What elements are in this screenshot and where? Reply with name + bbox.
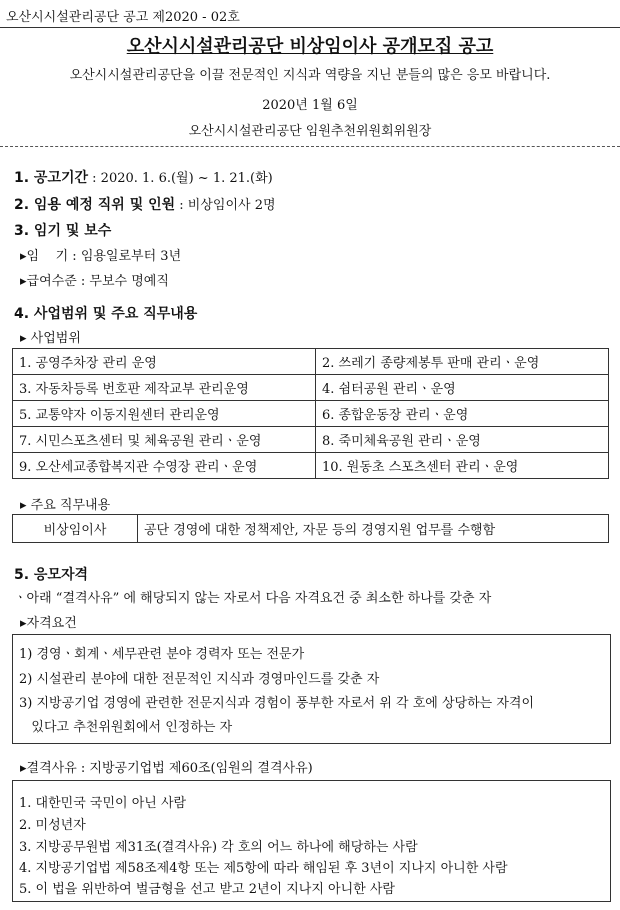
disqualification-item: 4. 지방공기업법 제58조제4항 또는 제5항에 따라 해임된 후 3년이 지나지 아니한 사람 xyxy=(19,861,508,876)
disqualification-box xyxy=(12,780,611,902)
notice-date: 2020년 1월 6일 xyxy=(262,98,358,113)
scope-row xyxy=(13,401,609,427)
scope-row xyxy=(13,453,609,479)
requirements-box xyxy=(12,634,611,744)
disqualification-item: 1. 대한민국 국민이 아닌 사람 xyxy=(19,796,187,811)
duty-role: 비상임이사 xyxy=(13,515,138,543)
requirement-item: 1) 경영ㆍ회계ㆍ세무관련 분야 경력자 또는 전문가 xyxy=(19,647,305,662)
section-4-label: 4. 사업범위 및 주요 직무내용 xyxy=(14,306,198,322)
section-2 xyxy=(14,194,276,214)
section-2-label: 2. 임용 예정 직위 및 인원 xyxy=(14,197,176,213)
eligibility-intro: ㆍ아래 “결격사유” 에 해당되지 않는 자로서 다음 자격요건 중 최소한 하나를 갖춘 자 xyxy=(14,591,492,606)
scope-cell: 6. 종합운동장 관리ㆍ운영 xyxy=(316,401,609,427)
section-1-value: : 2020. 1. 6.(월) ~ 1. 21.(화) xyxy=(92,171,273,186)
section-2-value: : 비상임이사 2명 xyxy=(179,198,276,213)
issuer: 오산시시설관리공단 임원추천위원회위원장 xyxy=(188,124,432,139)
scope-row xyxy=(13,427,609,453)
scope-cell: 2. 쓰레기 종량제봉투 판매 관리ㆍ운영 xyxy=(316,349,609,375)
section-5-label: 5. 응모자격 xyxy=(14,567,89,583)
scope-row xyxy=(13,349,609,375)
scope-cell: 7. 시민스포츠센터 및 체육공원 관리ㆍ운영 xyxy=(13,427,316,453)
disqualification-subheading: ▸결격사유 : 지방공기업법 제60조(임원의 결격사유) xyxy=(20,761,313,776)
term-line: ▸임 기 : 임용일로부터 3년 xyxy=(20,249,182,264)
intro-text: 오산시시설관리공단을 이끌 전문적인 지식과 역량을 지닌 분들의 많은 응모 바랍니다. xyxy=(69,68,551,83)
disqualification-item: 3. 지방공무원법 제31조(결격사유) 각 호의 어느 하나에 해당하는 사람 xyxy=(19,840,418,855)
duty-table xyxy=(12,514,609,543)
scope-cell: 5. 교통약자 이동지원센터 관리운영 xyxy=(13,401,316,427)
duty-subheading: ▸ 주요 직무내용 xyxy=(20,498,111,513)
scope-subheading: ▸ 사업범위 xyxy=(20,331,81,346)
header-divider-top xyxy=(0,27,620,28)
scope-cell: 8. 죽미체육공원 관리ㆍ운영 xyxy=(316,427,609,453)
notice-number: 오산시시설관리공단 공고 제2020 - 02호 xyxy=(6,10,240,25)
disqualification-item: 5. 이 법을 위반하여 벌금형을 선고 받고 2년이 지나지 아니한 사람 xyxy=(19,882,395,897)
disqualification-item: 2. 미성년자 xyxy=(19,818,86,833)
scope-cell: 9. 오산세교종합복지관 수영장 관리ㆍ운영 xyxy=(13,453,316,479)
scope-table xyxy=(12,348,609,479)
section-3-label: 3. 임기 및 보수 xyxy=(14,223,112,239)
scope-cell: 10. 원동초 스포츠센터 관리ㆍ운영 xyxy=(316,453,609,479)
scope-cell: 4. 쉼터공원 관리ㆍ운영 xyxy=(316,375,609,401)
scope-cell: 3. 자동차등록 번호판 제작교부 관리운영 xyxy=(13,375,316,401)
pay-line: ▸급여수준 : 무보수 명예직 xyxy=(20,274,169,289)
requirements-subheading: ▸자격요건 xyxy=(20,616,77,631)
scope-cell: 1. 공영주차장 관리 운영 xyxy=(13,349,316,375)
header-divider-bottom xyxy=(0,146,620,147)
requirement-item: 2) 시설관리 분야에 대한 전문적인 지식과 경영마인드를 갖춘 자 xyxy=(19,672,380,687)
section-1 xyxy=(14,167,273,187)
requirement-item: 3) 지방공기업 경영에 관련한 전문지식과 경험이 풍부한 자로서 위 각 호에 상당하는 자격이 xyxy=(19,696,535,711)
requirement-item: 있다고 추천위원회에서 인정하는 자 xyxy=(19,720,233,735)
page-title: 오산시시설관리공단 비상임이사 공개모집 공고 xyxy=(126,36,494,57)
duty-description: 공단 경영에 대한 정책제안, 자문 등의 경영지원 업무를 수행함 xyxy=(138,515,609,543)
section-1-label: 1. 공고기간 xyxy=(14,170,89,186)
scope-row xyxy=(13,375,609,401)
